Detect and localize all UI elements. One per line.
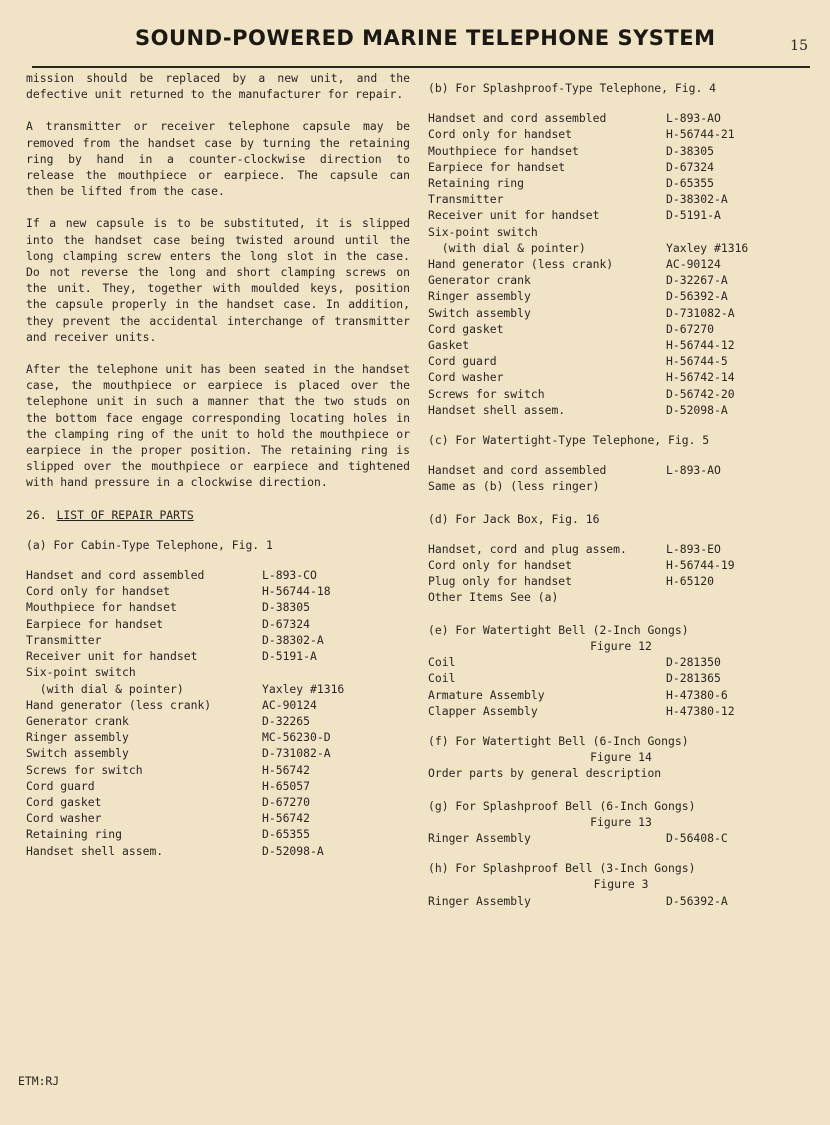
part-number: D-38305 xyxy=(262,600,311,615)
parts-list xyxy=(428,110,814,418)
part-row xyxy=(26,681,410,697)
part-row xyxy=(428,337,814,353)
part-number: D-32265 xyxy=(262,713,311,728)
part-number: D-38305 xyxy=(666,143,715,158)
part-name: Earpiece for handset xyxy=(428,159,566,174)
part-number: H-56742 xyxy=(262,762,311,777)
figure-reference: Figure 12 xyxy=(590,638,652,653)
part-row xyxy=(26,843,410,859)
part-name: Screws for switch xyxy=(26,762,143,777)
part-number: H-56742-14 xyxy=(666,370,735,385)
parts-list xyxy=(428,830,814,846)
part-number: H-56744-19 xyxy=(666,558,735,573)
part-name: Mouthpiece for handset xyxy=(26,600,177,615)
part-row xyxy=(428,353,814,369)
part-number: D-65355 xyxy=(666,176,715,191)
part-name: Retaining ring xyxy=(428,176,525,191)
part-number xyxy=(262,664,410,680)
part-number: H-47380-6 xyxy=(666,687,728,702)
part-row xyxy=(428,321,814,337)
part-row xyxy=(428,175,814,191)
part-number: D-56408-C xyxy=(666,830,728,845)
parts-list xyxy=(428,541,814,590)
part-number: D-56742-20 xyxy=(666,386,735,401)
part-name: Cord guard xyxy=(26,778,95,793)
figure-reference: Figure 14 xyxy=(590,750,652,765)
part-number: AC-90124 xyxy=(666,257,721,272)
section-number: 26. xyxy=(26,507,47,522)
part-name: Cord washer xyxy=(428,370,504,385)
section-title: LIST OF REPAIR PARTS xyxy=(56,507,194,522)
header-rule xyxy=(32,66,810,68)
part-number: D-67270 xyxy=(666,321,715,336)
parts-list xyxy=(26,567,410,859)
part-name: Retaining ring xyxy=(26,827,123,842)
part-number: D-731082-A xyxy=(262,746,331,761)
part-name: Mouthpiece for handset xyxy=(428,143,579,158)
part-number: AC-90124 xyxy=(262,697,317,712)
part-row xyxy=(428,159,814,175)
parts-list xyxy=(428,462,814,478)
right-column xyxy=(428,80,814,923)
part-number: Yaxley #1316 xyxy=(666,240,749,255)
part-name: Gasket xyxy=(428,338,470,353)
part-row xyxy=(26,599,410,615)
part-row xyxy=(26,632,410,648)
subsection-heading: (g) For Splashproof Bell (6-Inch Gongs) xyxy=(428,798,696,813)
part-row xyxy=(428,462,814,478)
part-number: D-65355 xyxy=(262,827,311,842)
part-number: L-893-CO xyxy=(262,568,317,583)
part-number: H-65120 xyxy=(666,574,715,589)
figure-reference: Figure 3 xyxy=(593,877,649,892)
part-number: H-56744-18 xyxy=(262,584,331,599)
part-row xyxy=(428,256,814,272)
part-row xyxy=(428,272,814,288)
part-name: Cord guard xyxy=(428,354,497,369)
part-name: Cord gasket xyxy=(428,321,504,336)
part-row xyxy=(26,616,410,632)
part-name: Ringer assembly xyxy=(26,730,129,745)
part-name: Transmitter xyxy=(26,632,102,647)
part-name: Six-point switch xyxy=(26,665,136,680)
parts-note: Order parts by general description xyxy=(428,766,662,781)
part-name: Ringer Assembly xyxy=(428,830,531,845)
part-name: Handset, cord and plug assem. xyxy=(428,541,627,556)
part-name: Coil xyxy=(428,655,456,670)
part-row xyxy=(26,778,410,794)
page-number: 15 xyxy=(790,38,808,54)
figure-reference: Figure 13 xyxy=(590,814,652,829)
part-name: Plug only for handset xyxy=(428,574,573,589)
part-name: Switch assembly xyxy=(26,746,129,761)
part-row xyxy=(428,191,814,207)
part-number: H-56744-12 xyxy=(666,338,735,353)
part-row xyxy=(428,541,814,557)
part-row xyxy=(428,703,814,719)
part-name: Cord only for handset xyxy=(428,558,573,573)
part-row xyxy=(428,687,814,703)
part-row xyxy=(428,143,814,159)
part-number: D-56392-A xyxy=(666,893,728,908)
part-number: D-67324 xyxy=(262,616,311,631)
part-row xyxy=(26,745,410,761)
part-row xyxy=(428,369,814,385)
part-number: L-893-AO xyxy=(666,111,721,126)
part-row xyxy=(428,224,814,240)
part-name: Handset and cord assembled xyxy=(428,463,607,478)
paragraph: A transmitter or receiver telephone capsule may be removed from the handset case by turning the retaining ring by hand in a counter-clockwise direction to release the mouthpiece or earpiece. The capsule can then be lifted from the case. xyxy=(26,119,410,199)
part-row xyxy=(26,664,410,680)
part-number: D-52098-A xyxy=(666,402,728,417)
page-title: SOUND-POWERED MARINE TELEPHONE SYSTEM xyxy=(135,26,716,50)
part-name: Earpiece for handset xyxy=(26,616,164,631)
part-number: D-281365 xyxy=(666,671,721,686)
parts-list xyxy=(428,893,814,909)
part-number: L-893-EO xyxy=(666,541,721,556)
part-row xyxy=(26,713,410,729)
part-number: D-32267-A xyxy=(666,273,728,288)
part-number: D-52098-A xyxy=(262,843,324,858)
part-name: Cord gasket xyxy=(26,794,102,809)
part-name: Cord washer xyxy=(26,811,102,826)
part-name: Generator crank xyxy=(26,713,129,728)
part-row xyxy=(428,386,814,402)
part-row xyxy=(428,207,814,223)
part-name: Ringer assembly xyxy=(428,289,531,304)
subsection-heading: (e) For Watertight Bell (2-Inch Gongs) xyxy=(428,622,689,637)
part-row xyxy=(428,288,814,304)
part-number: D-38302-A xyxy=(262,632,324,647)
subsection-heading: (c) For Watertight-Type Telephone, Fig. 5 xyxy=(428,433,710,448)
part-name: Switch assembly xyxy=(428,305,531,320)
paragraph: If a new capsule is to be substituted, it is slipped into the handset case being twisted around until the long clamping screw enters the long slot in the case. Do not reverse the long and short clamping screws on the unit. They, together with moulded keys, position the capsule properly in the handset case. In addition, they prevent the accidental interchange of transmitter and receiver units. xyxy=(26,216,410,344)
subsection-heading: (a) For Cabin-Type Telephone, Fig. 1 xyxy=(26,537,273,552)
part-row xyxy=(428,126,814,142)
part-name: Cord only for handset xyxy=(428,127,573,142)
parts-list xyxy=(428,654,814,719)
part-row xyxy=(26,762,410,778)
part-row xyxy=(428,240,814,256)
part-number: D-731082-A xyxy=(666,305,735,320)
part-name: Ringer Assembly xyxy=(428,893,531,908)
part-number: H-56744-5 xyxy=(666,354,728,369)
part-row xyxy=(428,305,814,321)
part-number: D-5191-A xyxy=(666,208,721,223)
paragraph: mission should be replaced by a new unit, and the defective unit returned to the manufacturer for repair. xyxy=(26,71,410,102)
part-row xyxy=(26,697,410,713)
part-row xyxy=(428,893,814,909)
section-heading xyxy=(26,507,410,523)
part-number xyxy=(666,224,814,240)
part-name: Cord only for handset xyxy=(26,584,171,599)
part-row xyxy=(428,670,814,686)
part-row xyxy=(26,567,410,583)
part-row xyxy=(428,830,814,846)
part-name: Handset shell assem. xyxy=(428,402,566,417)
paragraph: After the telephone unit has been seated in the handset case, the mouthpiece or earpiece is placed over the telephone unit in such a manner that the two studs on the bottom face engage corresponding locating holes in the clamping ring of the unit to hold the mouthpiece or earpiece in the proper position. The retaining ring is slipped over the mouthpiece or earpiece and tightened with hand pressure in a clockwise direction. xyxy=(26,362,410,490)
parts-note: Other Items See (a) xyxy=(428,590,559,605)
part-row xyxy=(428,557,814,573)
part-row xyxy=(26,794,410,810)
part-name: Receiver unit for handset xyxy=(26,649,198,664)
part-row xyxy=(26,729,410,745)
part-name: Handset and cord assembled xyxy=(428,111,607,126)
part-name: Screws for switch xyxy=(428,386,545,401)
part-name: Handset shell assem. xyxy=(26,843,164,858)
part-name: Hand generator (less crank) xyxy=(428,257,614,272)
part-name: Coil xyxy=(428,671,456,686)
part-row xyxy=(26,648,410,664)
part-row xyxy=(428,573,814,589)
parts-note: Same as (b) (less ringer) xyxy=(428,479,600,494)
part-number: H-65057 xyxy=(262,778,311,793)
part-row xyxy=(26,583,410,599)
part-number: MC-56230-D xyxy=(262,730,331,745)
subsection-heading: (h) For Splashproof Bell (3-Inch Gongs) xyxy=(428,861,696,876)
subsection-heading: (f) For Watertight Bell (6-Inch Gongs) xyxy=(428,733,689,748)
part-number: L-893-AO xyxy=(666,463,721,478)
part-number: H-56742 xyxy=(262,811,311,826)
part-number: D-56392-A xyxy=(666,289,728,304)
part-name: Transmitter xyxy=(428,192,504,207)
part-name: Handset and cord assembled xyxy=(26,568,205,583)
part-number: D-38302-A xyxy=(666,192,728,207)
part-number: D-5191-A xyxy=(262,649,317,664)
part-number: D-281350 xyxy=(666,655,721,670)
part-row xyxy=(26,810,410,826)
part-name: (with dial & pointer) xyxy=(428,240,586,255)
part-number: D-67270 xyxy=(262,794,311,809)
subsection-heading: (b) For Splashproof-Type Telephone, Fig. 4 xyxy=(428,81,717,95)
subsection-heading: (d) For Jack Box, Fig. 16 xyxy=(428,511,600,526)
footer-initials: ETM:RJ xyxy=(18,1074,60,1088)
part-row xyxy=(428,654,814,670)
part-number: H-47380-12 xyxy=(666,703,735,718)
part-name: Armature Assembly xyxy=(428,687,545,702)
part-name: (with dial & pointer) xyxy=(26,681,184,696)
part-number: H-56744-21 xyxy=(666,127,735,142)
part-row xyxy=(428,110,814,126)
part-name: Clapper Assembly xyxy=(428,703,538,718)
left-column xyxy=(26,70,410,873)
part-row xyxy=(428,402,814,418)
part-name: Generator crank xyxy=(428,273,531,288)
part-name: Hand generator (less crank) xyxy=(26,697,212,712)
part-number: D-67324 xyxy=(666,159,715,174)
part-number: Yaxley #1316 xyxy=(262,681,345,696)
part-row xyxy=(26,826,410,842)
part-name: Receiver unit for handset xyxy=(428,208,600,223)
part-name: Six-point switch xyxy=(428,224,538,239)
